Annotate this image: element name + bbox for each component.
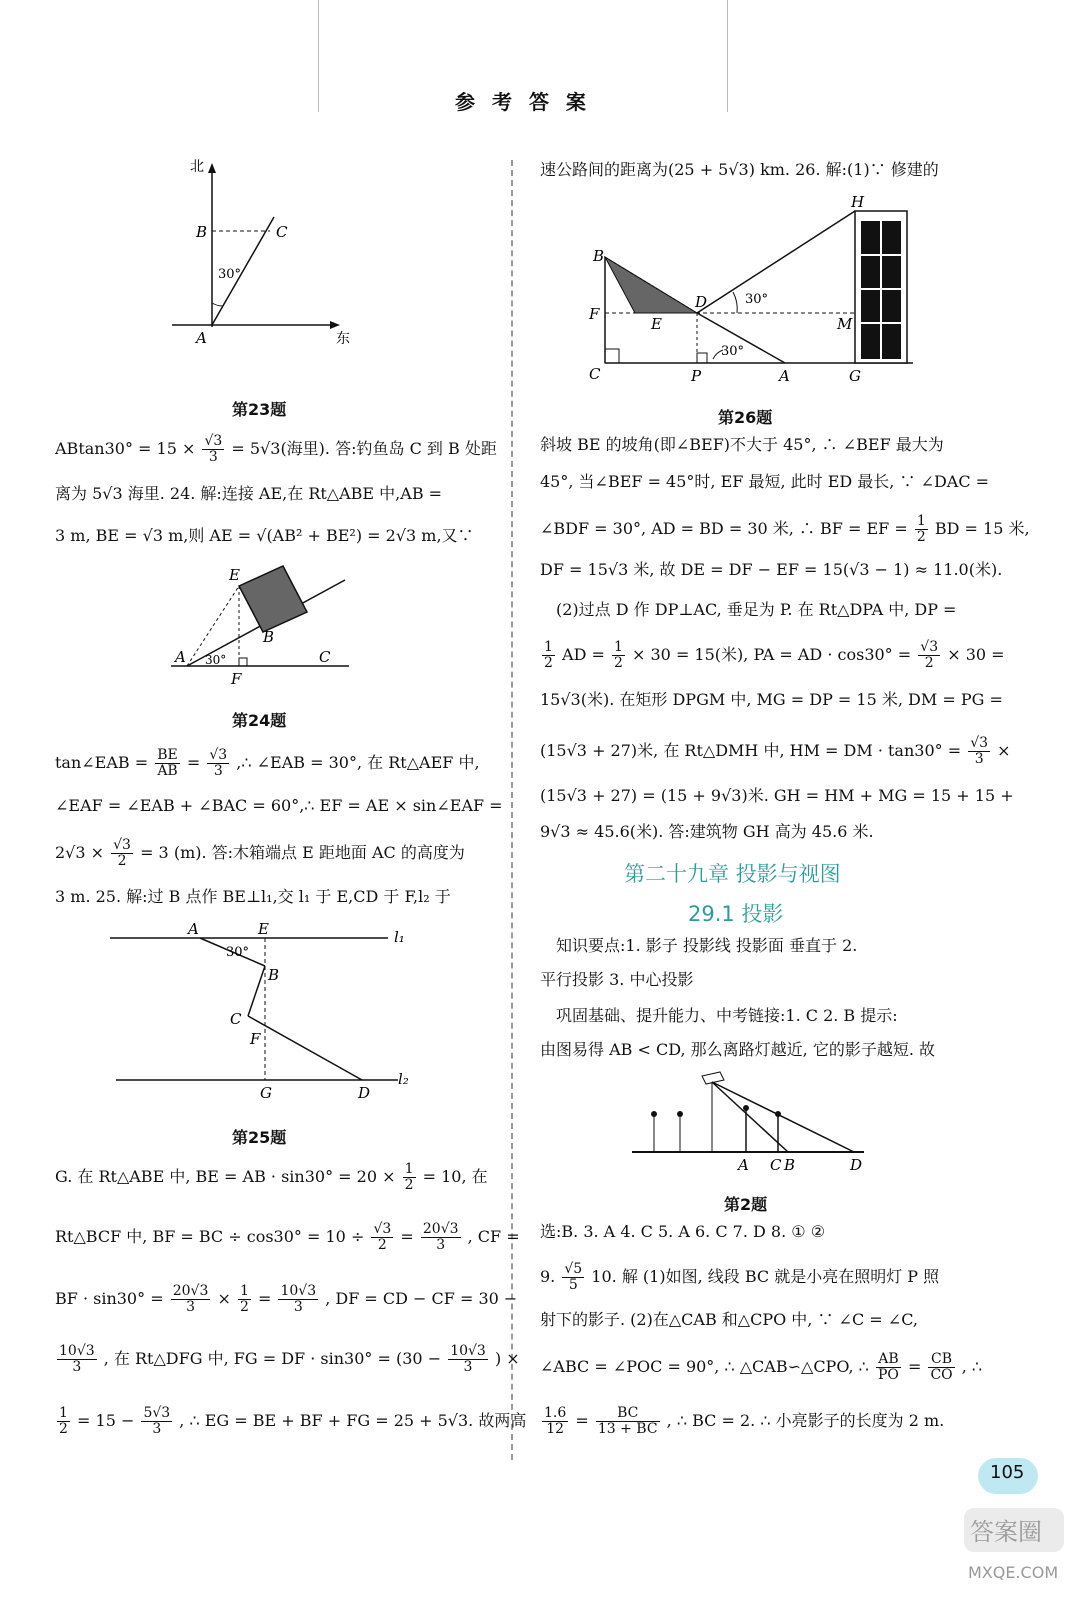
point-b-label: B	[784, 1156, 796, 1174]
text-line: tan∠EAB = $\frac{BE}{AB}$ = $\frac{√3}{3}$ ,∴ ∠EAB = 30°, 在 Rt△AEF 中,	[55, 747, 480, 779]
point-b-label: B	[593, 247, 605, 265]
text-line: Rt△BCF 中, BF = BC ÷ cos30° = 10 ÷ $\frac{√3}{2}$ = $\frac{20√3}{3}$ , CF =	[55, 1221, 520, 1253]
point-e-label: E	[229, 566, 240, 584]
text-line: 2√3 × $\frac{√3}{2}$ = 3 (m). 答:木箱端点 E 距地面 AC 的高度为	[55, 837, 465, 869]
point-c-label: C	[276, 223, 288, 241]
point-h-label: H	[851, 193, 865, 211]
point-a-label: A	[188, 920, 199, 938]
caption-23: 第23题	[232, 400, 287, 419]
east-label: 东	[336, 331, 350, 347]
point-d-label: D	[358, 1084, 371, 1102]
point-g-label: G	[849, 367, 861, 385]
watermark-url: MXQE.COM	[968, 1563, 1059, 1582]
text-line: ∠EAF = ∠EAB + ∠BAC = 60°,∴ EF = AE × sin∠EAF =	[55, 796, 503, 815]
text-line: 速公路间的距离为(25 + 5√3) km. 26. 解:(1)∵ 修建的	[540, 160, 939, 179]
text-line: 平行投影 3. 中心投影	[540, 970, 694, 989]
text-line: ∠ABC = ∠POC = 90°, ∴ △CAB∽△CPO, ∴ $\frac{AB}{PO}$ = $\frac{CB}{CO}$ , ∴	[540, 1351, 983, 1383]
point-c-label: C	[319, 648, 331, 666]
page-title: 参 考 答 案	[455, 90, 591, 114]
text-line: 知识要点:1. 影子 投影线 投影面 垂直于 2.	[556, 936, 858, 955]
figure-23	[160, 155, 360, 355]
caption-26: 第26题	[718, 408, 773, 427]
point-g-label: G	[260, 1084, 272, 1102]
point-a-label: A	[779, 367, 790, 385]
text-line: 由图易得 AB < CD, 那么离路灯越近, 它的影子越短. 故	[540, 1040, 935, 1059]
text-line: 9. $\frac{√5}{5}$ 10. 解 (1)如图, 线段 BC 就是小亮在照明灯 P 照	[540, 1261, 940, 1293]
figure-24	[165, 560, 365, 690]
watermark-logo	[960, 1490, 1070, 1590]
text-line: 3 m, BE = √3 m,则 AE = √(AB² + BE²) = 2√3 m,又∵	[55, 526, 474, 545]
text-line: 射下的影子. (2)在△CAB 和△CPO 中, ∵ ∠C = ∠C,	[540, 1310, 918, 1329]
column-divider	[511, 160, 513, 1460]
text-line: 巩固基础、提升能力、中考链接:1. C 2. B 提示:	[556, 1006, 898, 1025]
point-a-label: A	[196, 329, 207, 347]
point-m-label: M	[837, 315, 853, 333]
text-line: ABtan30° = 15 × $\frac{√3}{3}$ = 5√3(海里). 答:钓鱼岛 C 到 B 处距	[55, 433, 497, 465]
section-heading: 29.1 投影	[688, 902, 784, 926]
point-d-label: D	[850, 1156, 863, 1174]
point-f-label: F	[250, 1030, 261, 1048]
text-line: (15√3 + 27)米, 在 Rt△DMH 中, HM = DM · tan30° = $\frac{√3}{3}$ ×	[540, 735, 1011, 767]
point-c-label: C	[770, 1156, 782, 1174]
text-line: DF = 15√3 米, 故 DE = DF − EF = 15(√3 − 1) ≈ 11.0(米).	[540, 560, 1003, 579]
text-line: 离为 5√3 海里. 24. 解:连接 AE,在 Rt△ABE 中,AB =	[55, 484, 443, 503]
point-a-label: A	[738, 1156, 749, 1174]
point-f-label: F	[589, 305, 600, 323]
caption-24: 第24题	[232, 711, 287, 730]
caption-25: 第25题	[232, 1128, 287, 1147]
point-d-label: D	[695, 293, 708, 311]
text-line: 9√3 ≈ 45.6(米). 答:建筑物 GH 高为 45.6 米.	[540, 822, 874, 841]
figure-26	[585, 195, 925, 395]
watermark-text: 答案圈	[970, 1518, 1042, 1546]
point-b-label: B	[196, 223, 208, 241]
figure-2	[628, 1068, 878, 1178]
point-e-label: E	[258, 920, 269, 938]
caption-2: 第2题	[724, 1195, 768, 1214]
angle-label: 30°	[205, 653, 227, 667]
angle-label: 30°	[745, 292, 769, 307]
header-frame	[318, 0, 728, 112]
angle-label: 30°	[226, 945, 250, 960]
point-e-label: E	[651, 315, 662, 333]
text-line: (2)过点 D 作 DP⊥AC, 垂足为 P. 在 Rt△DPA 中, DP =	[556, 600, 957, 619]
text-line: ∠BDF = 30°, AD = BD = 30 米, ∴ BF = EF = $\frac{1}{2}$ BD = 15 米,	[540, 513, 1030, 545]
point-b-label: B	[268, 966, 280, 984]
text-line: 45°, 当∠BEF = 45°时, EF 最短, 此时 ED 最长, ∵ ∠DAC =	[540, 472, 990, 491]
text-line: BF · sin30° = $\frac{20√3}{3}$ × $\frac{1}{2}$ = $\frac{10√3}{3}$ , DF = CD − CF = 30 −	[55, 1283, 518, 1315]
page-number: 105	[990, 1462, 1025, 1483]
point-b-label: B	[263, 628, 275, 646]
north-label: 北	[190, 159, 204, 175]
chapter-heading: 第二十九章 投影与视图	[624, 862, 841, 886]
point-a-label: A	[175, 648, 186, 666]
line-l1-label: l₁	[394, 928, 405, 946]
point-p-label: P	[691, 367, 702, 385]
text-line: 选:B. 3. A 4. C 5. A 6. C 7. D 8. ① ②	[540, 1222, 826, 1241]
line-l2-label: l₂	[398, 1070, 409, 1088]
point-c-label: C	[589, 365, 601, 383]
angle-label: 30°	[218, 267, 242, 282]
point-c-label: C	[230, 1010, 242, 1028]
text-line: 斜坡 BE 的坡角(即∠BEF)不大于 45°, ∴ ∠BEF 最大为	[540, 435, 944, 454]
text-line: G. 在 Rt△ABE 中, BE = AB · sin30° = 20 × $\frac{1}{2}$ = 10, 在	[55, 1161, 488, 1193]
text-line: $\frac{10√3}{3}$ , 在 Rt△DFG 中, FG = DF · sin30° = (30 − $\frac{10√3}{3}$ ) ×	[59, 1343, 520, 1375]
text-line: $\frac{1}{2}$ = 15 − $\frac{5√3}{3}$ , ∴ EG = BE + BF + FG = 25 + 5√3. 故两高	[59, 1405, 527, 1437]
angle-label: 30°	[721, 344, 745, 359]
point-f-label: F	[231, 670, 242, 688]
text-line: $\frac{1.6}{12}$ = $\frac{BC}{13 + BC}$ , ∴ BC = 2. ∴ 小亮影子的长度为 2 m.	[544, 1405, 945, 1437]
text-line: 15√3(米). 在矩形 DPGM 中, MG = DP = 15 米, DM = PG =	[540, 690, 1003, 709]
text-line: 3 m. 25. 解:过 B 点作 BE⊥l₁,交 l₁ 于 E,CD 于 F,l₂ 于	[55, 887, 451, 906]
text-line: (15√3 + 27) = (15 + 9√3)米. GH = HM + MG = 15 + 15 +	[540, 786, 1014, 805]
text-line: $\frac{1}{2}$ AD = $\frac{1}{2}$ × 30 = 15(米), PA = AD · cos30° = $\frac{√3}{2}$ × 30 =	[544, 639, 1005, 671]
figure-25	[108, 920, 418, 1105]
